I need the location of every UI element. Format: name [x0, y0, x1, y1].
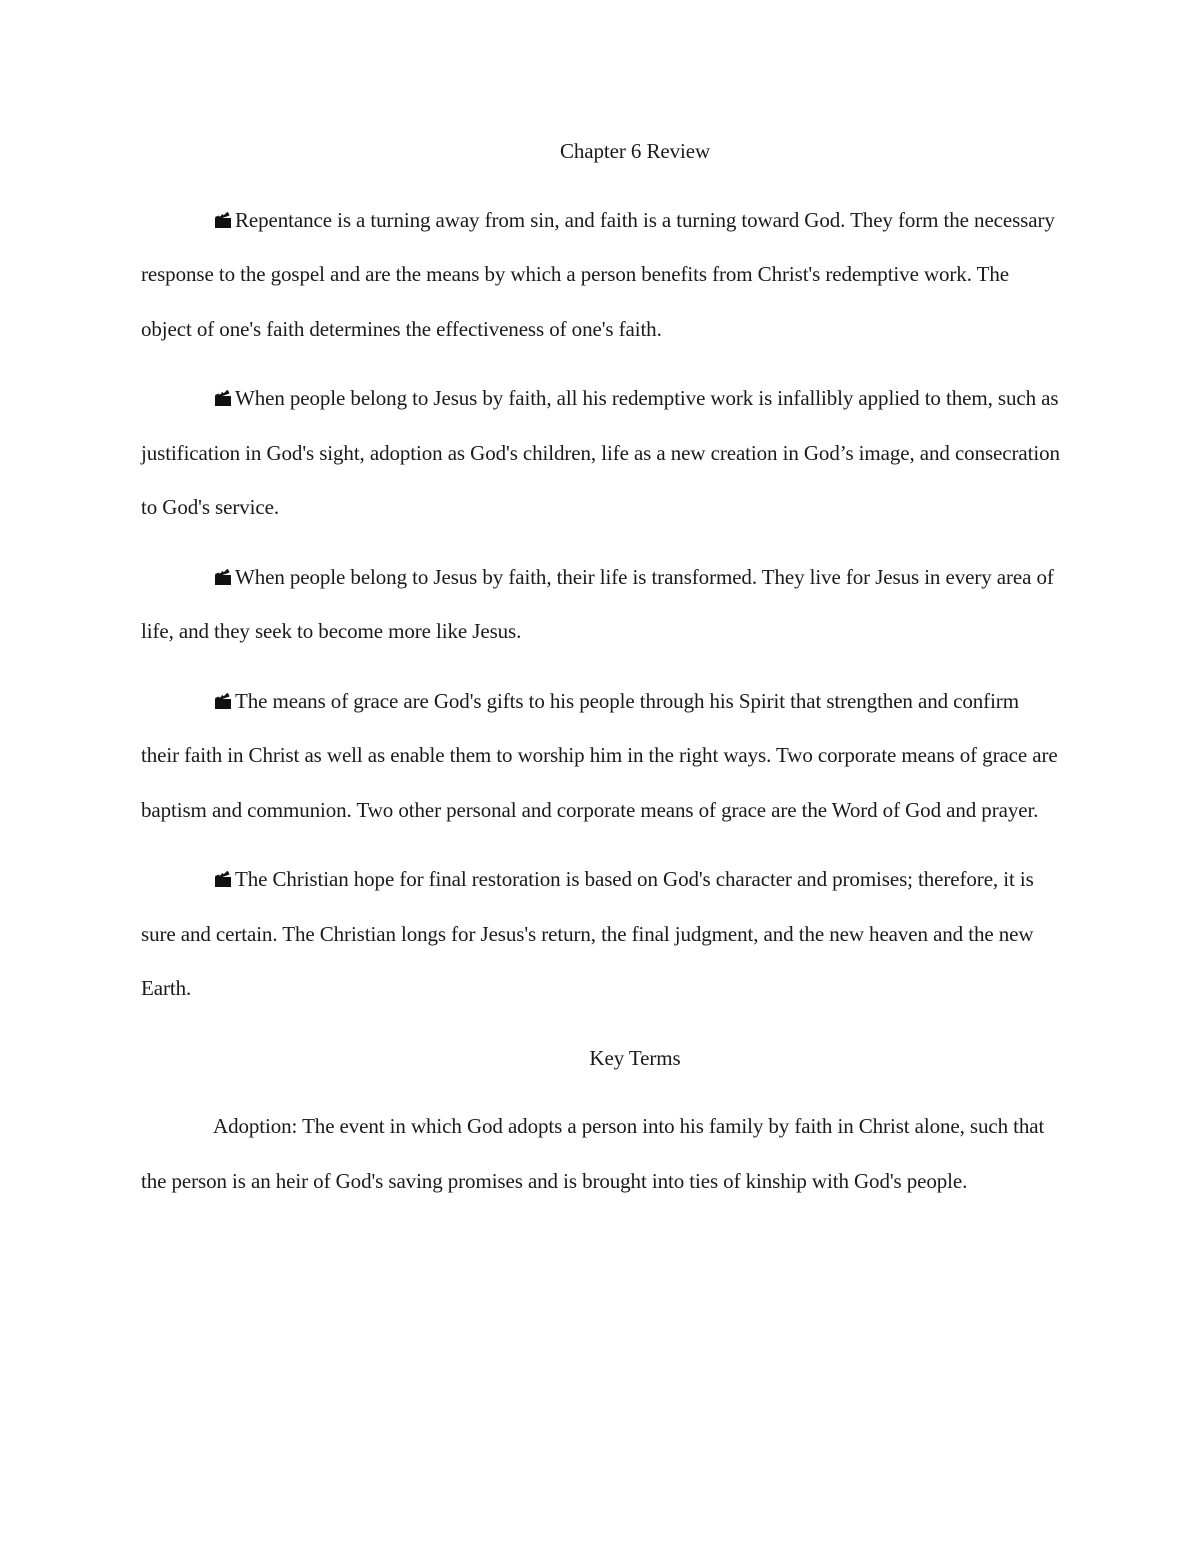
key-term-definition: The event in which God adopts a person into his family by faith in Christ alone, such that the person is an heir of God's saving promises and is brought into ties of kinship with God's people.: [141, 1114, 1045, 1193]
review-point-text: Repentance is a turning away from sin, and faith is a turning toward God. They form the necessary response to the gospel and are the means by which a person benefits from Christ's redemptive work. The object of one's faith determines the effectiveness of one's faith.: [141, 207, 1055, 341]
clapperboard-icon: [213, 692, 233, 710]
clapperboard-icon: [213, 568, 233, 586]
document-body: [141, 124, 1061, 1208]
review-point: [141, 193, 1061, 357]
key-term-separator: :: [291, 1114, 303, 1138]
review-point-text: When people belong to Jesus by faith, all his redemptive work is infallibly applied to them, such as justification in God's sight, adoption as God's children, life as a new creation in God’s image, and consecration to God's service.: [141, 386, 1060, 519]
review-point-text: When people belong to Jesus by faith, their life is transformed. They live for Jesus in every area of life, and they seek to become more like Jesus.: [141, 564, 1054, 643]
review-point: [141, 371, 1061, 535]
review-point: [141, 852, 1061, 1016]
review-point: [141, 674, 1061, 838]
clapperboard-icon: [213, 389, 233, 407]
key-term-entry: [141, 1099, 1061, 1208]
clapperboard-icon: [213, 870, 233, 888]
review-point-text: The means of grace are God's gifts to his people through his Spirit that strengthen and confirm their faith in Christ as well as enable them to worship him in the right ways. Two corporate means of grace are baptism and communion. Two other personal and corporate means of grace are the Word of God and prayer.: [141, 688, 1058, 822]
key-terms-heading: Key Terms: [589, 1045, 681, 1070]
key-term-name: Adoption: [213, 1114, 292, 1138]
review-point-text: The Christian hope for final restoration is based on God's character and promises; therefore, it is sure and certain. The Christian longs for Jesus's return, the final judgment, and the new heaven and the new Earth.: [141, 867, 1034, 1000]
clapperboard-icon: [213, 211, 233, 229]
review-point: [141, 550, 1061, 659]
page-title: Chapter 6 Review: [559, 139, 711, 163]
